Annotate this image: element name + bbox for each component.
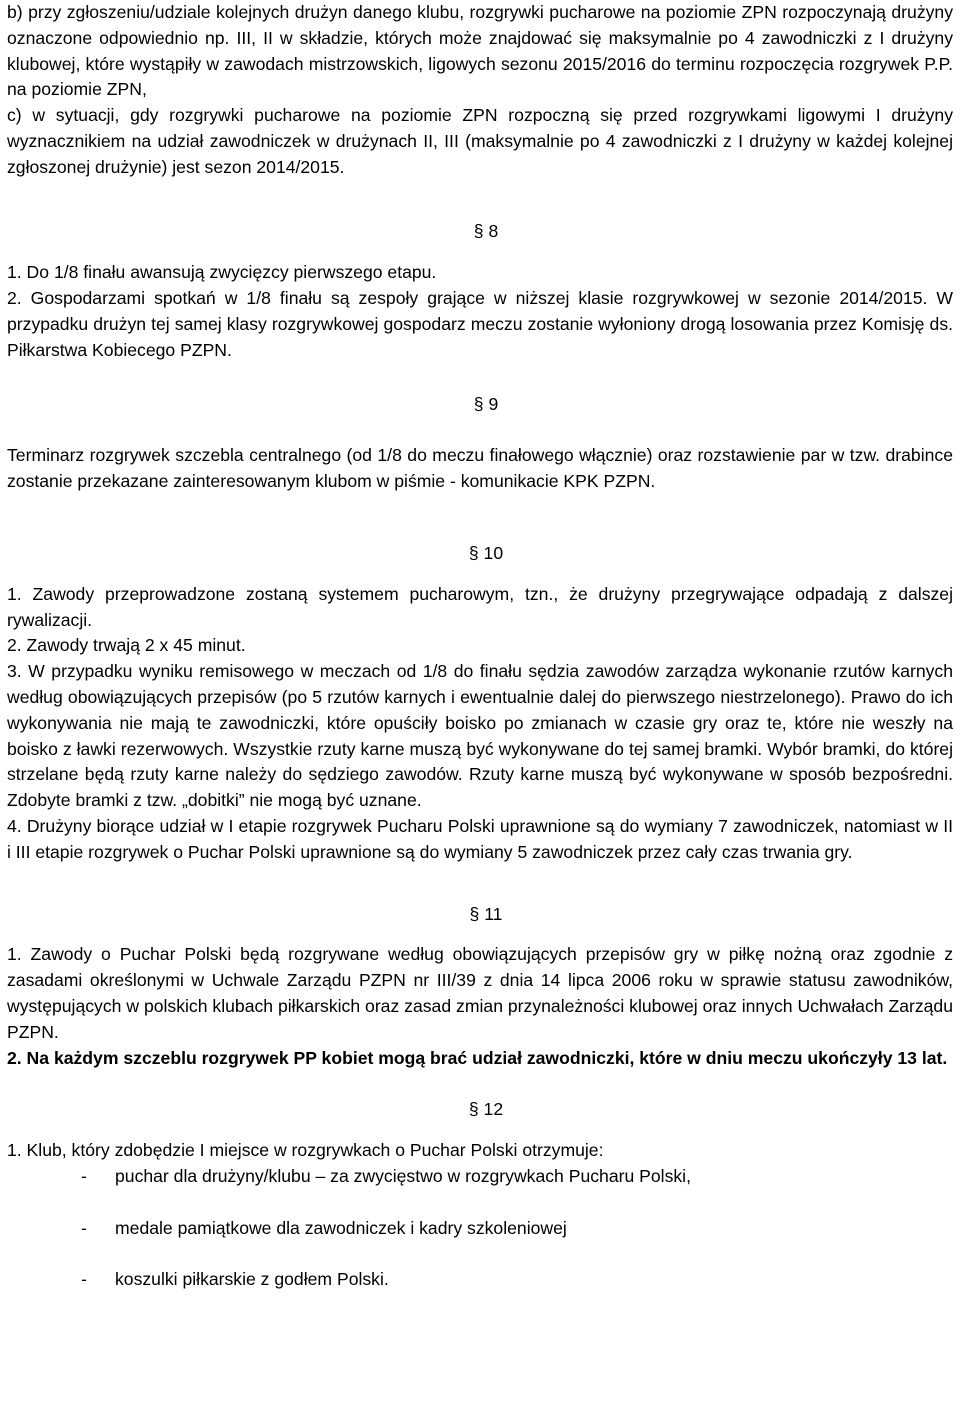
s12-bullet-1 xyxy=(7,1164,953,1190)
section-heading-9: § 9 xyxy=(473,393,499,414)
s9-paragraph: Terminarz rozgrywek szczebla centralnego (od 1/8 do meczu finałowego włącznie) oraz rozstawienie par w tzw. drabince zostanie przekazane zainteresowanym klubom w piśmie - komunikacie KPK PZPN. xyxy=(7,445,953,492)
section-heading-12: § 12 xyxy=(468,1099,504,1120)
bullet-text: medale pamiątkowe dla zawodniczek i kadry szkoleniowej xyxy=(115,1217,567,1238)
bullet-dash: - xyxy=(81,1217,87,1238)
s12-bullet-3 xyxy=(7,1267,953,1293)
s11-point-2: 2. Na każdym szczeblu rozgrywek PP kobiet mogą brać udział zawodniczki, które w dniu meczu ukończyły 13 lat. xyxy=(7,1047,948,1068)
bullet-dash: - xyxy=(81,1165,87,1186)
s12-bullet-2 xyxy=(7,1216,953,1242)
paragraph-b: b) przy zgłoszeniu/udziale kolejnych drużyn danego klubu, rozgrywki pucharowe na poziomie ZPN rozpoczynają drużyny oznaczone odpowiednio np. III, II w składzie, których może znajdować się maksymalnie po 4 zawodniczki z I drużyny klubowej, które wystąpiły w zawodach mistrzowskich, ligowych sezonu 2015/2016 do terminu rozpoczęcia rozgrywek P.P. na poziomie ZPN, xyxy=(7,2,953,100)
s8-point-2: 2. Gospodarzami spotkań w 1/8 finału są zespoły grające w niższej klasie rozgrywkowej w sezonie 2014/2015. W przypadku drużyn tej samej klasy rozgrywkowej gospodarz meczu zostanie wyłoniony drogą losowania przez Komisję ds. Piłkarstwa Kobiecego PZPN. xyxy=(7,288,953,360)
section-heading-11: § 11 xyxy=(469,903,503,924)
s10-point-2: 2. Zawody trwają 2 x 45 minut. xyxy=(7,635,246,656)
s8-point-1: 1. Do 1/8 finału awansują zwycięzcy pierwszego etapu. xyxy=(7,262,437,283)
bullet-text: koszulki piłkarskie z godłem Polski. xyxy=(115,1269,389,1290)
s12-point-1: 1. Klub, który zdobędzie I miejsce w rozgrywkach o Puchar Polski otrzymuje: xyxy=(7,1140,604,1161)
paragraph-c: c) w sytuacji, gdy rozgrywki pucharowe na poziomie ZPN rozpoczną się przed rozgrywkami ligowymi I drużyny wyznacznikiem na udział zawodniczek w drużynach II, III (maksymalnie po 4 zawodniczki z I drużyny w każdej kolejnej zgłoszonej drużynie) jest sezon 2014/2015. xyxy=(7,105,953,177)
bullet-dash: - xyxy=(81,1269,87,1290)
s10-point-4: 4. Drużyny biorące udział w I etapie rozgrywek Pucharu Polski uprawnione są do wymiany 7 zawodniczek, natomiast w II i III etapie rozgrywek o Puchar Polski uprawnione są do wymiany 5 zawodniczek przez cały czas trwania gry. xyxy=(7,815,953,862)
section-heading-10: § 10 xyxy=(468,542,504,563)
s10-point-3: 3. W przypadku wyniku remisowego w meczach od 1/8 do finału sędzia zawodów zarządza wykonanie rzutów karnych według obowiązujących przepisów (po 5 rzutów karnych i ewentualnie dalej do pierwszego niestrzelonego). Prawo do ich wykonywania nie mają te zawodniczki, które opuściły boisko po zmianach w czasie gry oraz te, które nie weszły na boisko z ławki rezerwowych. Wszystkie rzuty karne muszą być wykonywane do tej samej bramki. Wybór bramki, do której strzelane będą rzuty karne należy do sędziego zawodów. Rzuty karne muszą być wykonywane w sposób bezpośredni. Zdobyte bramki z tzw. „dobitki” nie mogą być uznane. xyxy=(7,661,953,811)
s11-point-1: 1. Zawody o Puchar Polski będą rozgrywane według obowiązujących przepisów gry w piłkę nożną oraz zgodnie z zasadami określonymi w Uchwale Zarządu PZPN nr III/39 z dnia 14 lipca 2006 roku w sprawie statusu zawodników, występujących w polskich klubach piłkarskich oraz zasad zmian przynależności klubowej oraz innych Uchwałach Zarządu PZPN. xyxy=(7,944,953,1042)
bullet-text: puchar dla drużyny/klubu – za zwycięstwo w rozgrywkach Pucharu Polski, xyxy=(115,1165,691,1186)
section-heading-8: § 8 xyxy=(473,220,499,241)
s10-point-1: 1. Zawody przeprowadzone zostaną systemem pucharowym, tzn., że drużyny przegrywające odpadają z dalszej rywalizacji. xyxy=(7,583,953,630)
